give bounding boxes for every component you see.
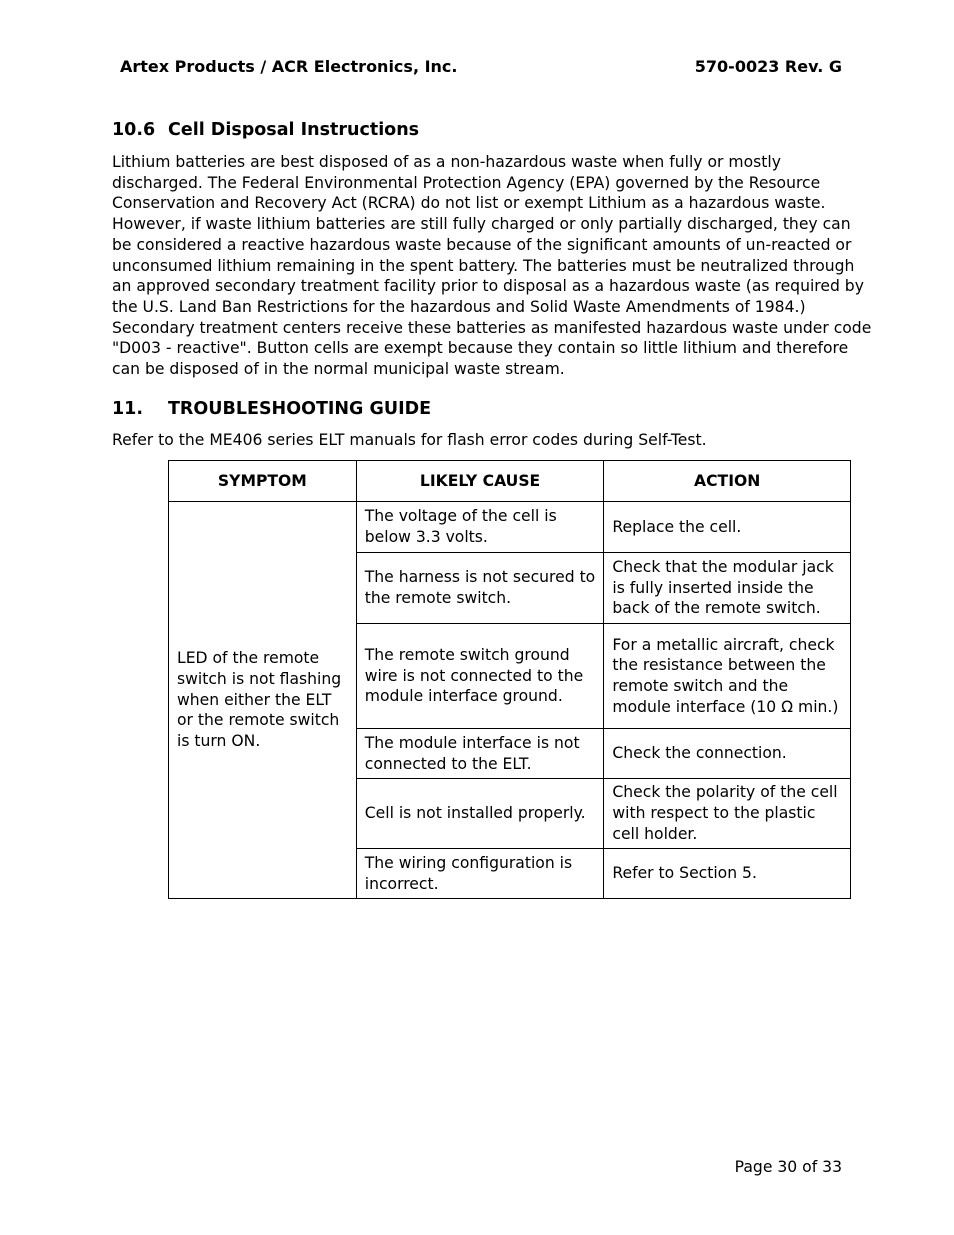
column-header-symptom: SYMPTOM	[169, 461, 357, 502]
column-header-cause: LIKELY CAUSE	[356, 461, 604, 502]
action-cell: Replace the cell.	[604, 502, 851, 553]
section-heading-11	[112, 399, 431, 419]
paragraph-line: discharged. The Federal Environmental Protection Agency (EPA) governed by the Resource	[112, 173, 821, 192]
cause-cell: The wiring configuration is incorrect.	[356, 849, 604, 899]
paragraph-line: "D003 - reactive". Button cells are exempt because they contain so little lithium and therefore	[112, 339, 849, 358]
section-title: TROUBLESHOOTING GUIDE	[168, 399, 432, 419]
column-header-action: ACTION	[604, 461, 851, 502]
disposal-paragraph	[112, 152, 872, 380]
paragraph-line: Secondary treatment centers receive these batteries as manifested hazardous waste under code	[112, 318, 872, 337]
paragraph-line: Lithium batteries are best disposed of as a non-hazardous waste when fully or mostly	[112, 153, 781, 171]
troubleshooting-table	[168, 460, 851, 899]
paragraph-line: However, if waste lithium batteries are still fully charged or only partially discharged, they can	[112, 215, 851, 234]
section-heading-10-6	[112, 120, 419, 140]
cause-cell: Cell is not installed properly.	[356, 779, 604, 849]
action-cell: Check the polarity of the cell with respect to the plastic cell holder.	[604, 779, 851, 849]
table-header-row	[169, 461, 851, 502]
paragraph-line: be considered a reactive hazardous waste because of the significant amounts of un-reacted or	[112, 235, 852, 254]
table-row	[169, 502, 851, 553]
action-cell: Refer to Section 5.	[604, 849, 851, 899]
symptom-cell: LED of the remote switch is not flashing when either the ELT or the remote switch is turn ON.	[169, 502, 357, 899]
paragraph-line: an approved secondary treatment facility prior to disposal as a hazardous waste (as required by	[112, 277, 864, 296]
cause-cell: The remote switch ground wire is not connected to the module interface ground.	[356, 624, 604, 729]
cause-cell: The harness is not secured to the remote switch.	[356, 553, 604, 624]
section-number: 10.6	[112, 120, 156, 140]
page-number: Page 30 of 33	[734, 1158, 842, 1176]
section-title: Cell Disposal Instructions	[168, 120, 420, 140]
paragraph-line: unconsumed lithium remaining in the spent battery. The batteries must be neutralized through	[112, 256, 855, 275]
paragraph-line: the U.S. Land Ban Restrictions for the hazardous and Solid Waste Amendments of 1984.)	[112, 297, 806, 316]
troubleshooting-intro: Refer to the ME406 series ELT manuals for flash error codes during Self-Test.	[112, 431, 707, 449]
action-cell: Check that the modular jack is fully inserted inside the back of the remote switch.	[604, 553, 851, 624]
action-cell: For a metallic aircraft, check the resistance between the remote switch and the module interface (10 Ω min.)	[604, 624, 851, 729]
action-cell: Check the connection.	[604, 729, 851, 779]
section-number: 11.	[112, 399, 144, 419]
header-doc-number: 570-0023 Rev. G	[694, 57, 842, 76]
paragraph-line: Conservation and Recovery Act (RCRA) do not list or exempt Lithium as a hazardous waste.	[112, 194, 826, 213]
cause-cell: The module interface is not connected to the ELT.	[356, 729, 604, 779]
paragraph-line: can be disposed of in the normal municipal waste stream.	[112, 360, 565, 379]
header-company: Artex Products / ACR Electronics, Inc.	[120, 57, 458, 76]
cause-cell: The voltage of the cell is below 3.3 volts.	[356, 502, 604, 553]
